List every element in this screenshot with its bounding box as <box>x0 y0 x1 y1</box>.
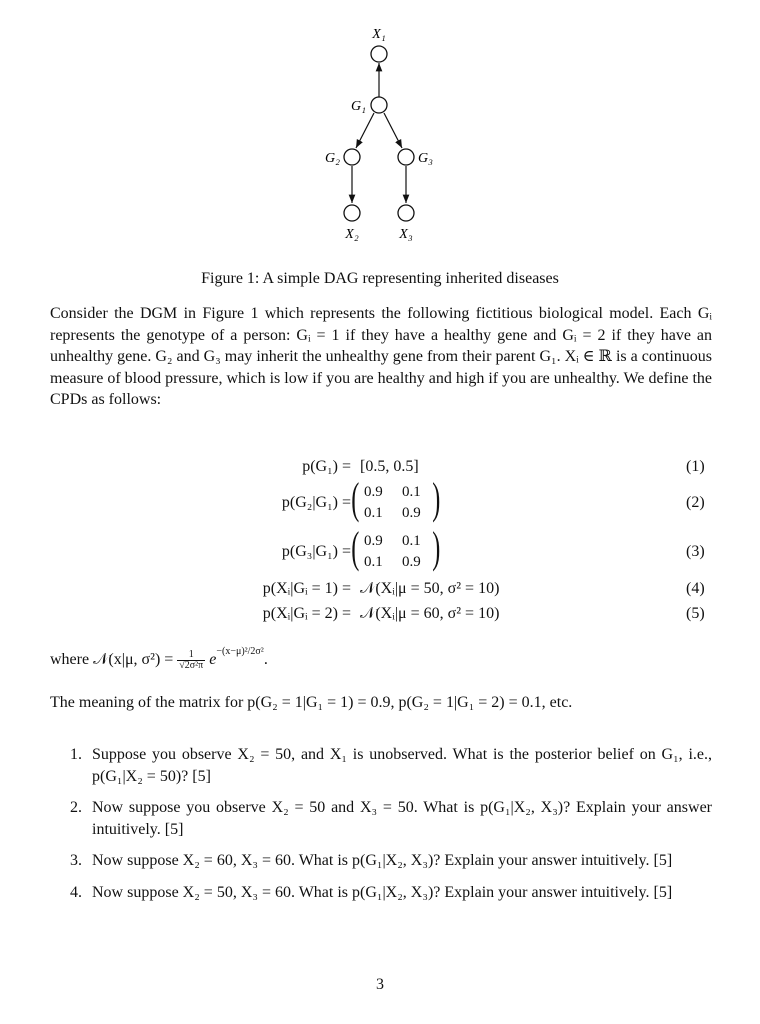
question-item <box>50 797 712 840</box>
eq3-lhs: p(G₃|G₁) <box>281 543 338 560</box>
question-text: Suppose you observe X₂ = 50, and X₁ is unobserved. What is the posterior belief on G₁, i.e., p(G₁|X₂ = 50)? [5] <box>92 746 712 785</box>
eq4-rhs: 𝒩(Xᵢ|μ = 50, σ² = 10) <box>360 580 500 597</box>
matrix-right-paren: ) <box>432 523 441 572</box>
matrix-cell: 0.9 <box>402 505 421 521</box>
eq4-number: (4) <box>686 580 705 597</box>
eq4-equals: = <box>342 580 352 597</box>
figure-caption: Figure 1: A simple DAG representing inherited diseases <box>201 270 559 287</box>
eq1-equals: = <box>342 458 352 475</box>
matrix-cell: 0.9 <box>402 554 421 570</box>
question-number: 4. <box>70 883 82 901</box>
label-x3: X₃ <box>399 227 413 242</box>
node-x1 <box>371 46 387 62</box>
where-prefix: where 𝒩(x|μ, σ²) = <box>50 651 174 669</box>
matrix-cell: 0.9 <box>364 533 383 549</box>
question-item <box>50 850 712 872</box>
eq1-lhs: p(G₁) <box>302 458 338 475</box>
eq5-equals: = <box>342 605 352 622</box>
eq2-lhs: p(G₂|G₁) <box>281 494 338 511</box>
node-g3 <box>398 149 414 165</box>
node-g1 <box>371 97 387 113</box>
matrix-cell: 0.9 <box>364 484 383 500</box>
question-list <box>50 744 712 913</box>
eq4-lhs: p(Xᵢ|Gᵢ = 1) <box>262 580 338 597</box>
node-x3 <box>398 205 414 221</box>
matrix-meaning: The meaning of the matrix for p(G₂ = 1|G₁ = 1) = 0.9, p(G₂ = 1|G₁ = 2) = 0.1, etc. <box>50 694 573 711</box>
label-g2: G₂ <box>325 151 340 166</box>
matrix-cell: 0.1 <box>364 505 383 521</box>
where-frac-den: √2σ²π <box>179 660 204 671</box>
eq1-number: (1) <box>686 458 705 475</box>
question-text: Now suppose you observe X₂ = 50 and X₃ = 50. What is p(G₁|X₂, X₃)? Explain your answer intuitively. [5] <box>92 799 712 838</box>
edge-g1-g3 <box>384 113 402 148</box>
question-item <box>50 744 712 787</box>
eq5-number: (5) <box>686 605 705 622</box>
question-item <box>50 882 712 904</box>
matrix-left-paren: ( <box>351 523 360 572</box>
matrix-cell: 0.1 <box>402 484 421 500</box>
eq1-rhs: [0.5, 0.5] <box>360 458 419 475</box>
matrix-g3-given-g1 <box>351 523 441 574</box>
where-frac-num: 1 <box>177 650 205 661</box>
matrix-left-paren: ( <box>351 474 360 523</box>
page-number: 3 <box>376 976 384 993</box>
node-g2 <box>344 149 360 165</box>
question-text: Now suppose X₂ = 60, X₃ = 60. What is p(G₁|X₂, X₃)? Explain your answer intuitively. [5] <box>92 852 673 869</box>
gaussian-definition <box>50 646 268 671</box>
edge-g1-g2 <box>356 113 374 148</box>
matrix-cell: 0.1 <box>364 554 383 570</box>
matrix-right-paren: ) <box>432 474 441 523</box>
eq5-lhs: p(Xᵢ|Gᵢ = 2) <box>262 605 338 622</box>
where-fraction <box>177 650 205 671</box>
eq2-equals: = <box>342 494 352 511</box>
where-base: e <box>209 651 217 669</box>
node-x2 <box>344 205 360 221</box>
eq3-number: (3) <box>686 543 705 560</box>
question-number: 1. <box>70 746 82 763</box>
question-number: 3. <box>70 852 82 869</box>
matrix-cell: 0.1 <box>402 533 421 549</box>
question-number: 2. <box>70 799 82 816</box>
where-suffix: . <box>263 651 268 669</box>
where-exponent: −(x−μ)²/2σ² <box>216 646 264 658</box>
label-g3: G₃ <box>418 151 433 166</box>
matrix-g2-given-g1 <box>351 474 441 525</box>
label-x2: X₂ <box>345 227 359 242</box>
label-x1: X₁ <box>372 27 386 42</box>
eq5-rhs: 𝒩(Xᵢ|μ = 60, σ² = 10) <box>360 605 500 622</box>
label-g1: G₁ <box>351 99 366 114</box>
question-text: Now suppose X₂ = 50, X₃ = 60. What is p(G₁|X₂, X₃)? Explain your answer intuitively. [5] <box>92 883 673 901</box>
dag-figure <box>0 0 760 260</box>
eq3-equals: = <box>342 543 352 560</box>
intro-paragraph: Consider the DGM in Figure 1 which represents the following fictitious biological model. Each Gᵢ represents the genotype of a person: Gᵢ = 1 if they have a healthy gene and Gᵢ = 2 if they have an unhealthy gene. G₂ and G₃ may inherit the unhealthy gene from their parent G₁. Xᵢ ∈ ℝ is a continuous measure of blood pressure, which is low if you are healthy and high if you are unhealthy. We define the CPDs as follows: <box>50 305 712 408</box>
eq2-number: (2) <box>686 494 705 511</box>
